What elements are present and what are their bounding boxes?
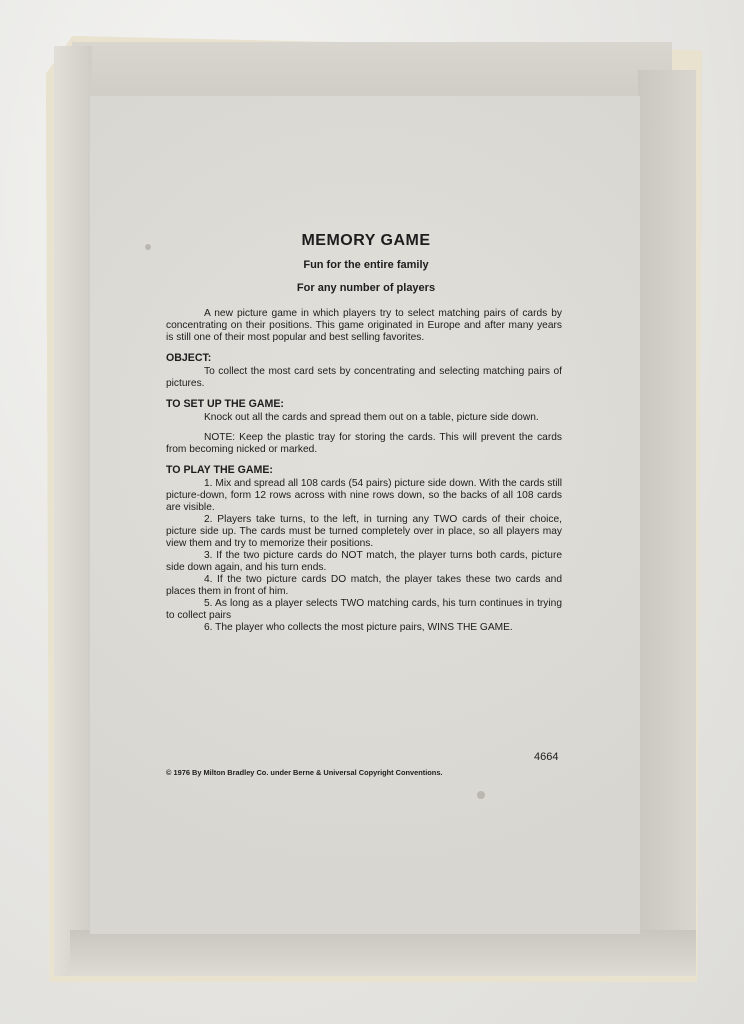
subtitle-players: For any number of players — [296, 282, 436, 294]
rule-4: 4. If the two picture cards DO match, the player takes these two cards and places them in front of him. — [166, 574, 562, 597]
speck — [145, 244, 151, 250]
box-wall-top — [72, 42, 672, 98]
intro-paragraph: A new picture game in which players try to select matching pairs of cards by concentrating on their positions. This game originated in Europe and after many years is still one of their most popular and best selling favorites. — [166, 308, 562, 343]
rule-6: 6. The player who collects the most picture pairs, WINS THE GAME. — [204, 622, 513, 633]
box-wall-bottom — [70, 930, 696, 976]
speck — [477, 791, 485, 799]
setup-note: NOTE: Keep the plastic tray for storing the cards. This will prevent the cards from becoming nicked or marked. — [166, 432, 562, 455]
object-heading: OBJECT: — [166, 352, 212, 364]
rule-5: 5. As long as a player selects TWO matching cards, his turn continues in trying to collect pairs — [166, 598, 562, 621]
box-wall-right — [638, 70, 696, 970]
copyright-notice: © 1976 By Milton Bradley Co. under Berne & Universal Copyright Conventions. — [166, 768, 443, 777]
product-code: 4664 — [534, 751, 559, 763]
rules-sheet — [166, 226, 566, 786]
setup-text: Knock out all the cards and spread them out on a table, picture side down. — [204, 412, 539, 423]
rule-3: 3. If the two picture cards do NOT match, the player turns both cards, picture side down again, and his turn ends. — [166, 550, 562, 573]
setup-heading: TO SET UP THE GAME: — [166, 398, 284, 410]
rule-1: 1. Mix and spread all 108 cards (54 pairs) picture side down. With the cards still picture-down, form 12 rows across with nine rows down, so the backs of all 108 cards are visible. — [166, 478, 562, 513]
rules-body — [166, 308, 562, 634]
box-wall-left — [54, 46, 92, 976]
play-heading: TO PLAY THE GAME: — [166, 464, 273, 476]
game-title: MEMORY GAME — [301, 232, 431, 249]
subtitle-family: Fun for the entire family — [303, 259, 429, 271]
object-text: To collect the most card sets by concentrating and selecting matching pairs of pictures. — [166, 366, 562, 389]
rule-2: 2. Players take turns, to the left, in turning any TWO cards of their choice, picture side up. The cards must be turned completely over in place, so all players may view them and try to memorize their positions. — [166, 514, 562, 549]
